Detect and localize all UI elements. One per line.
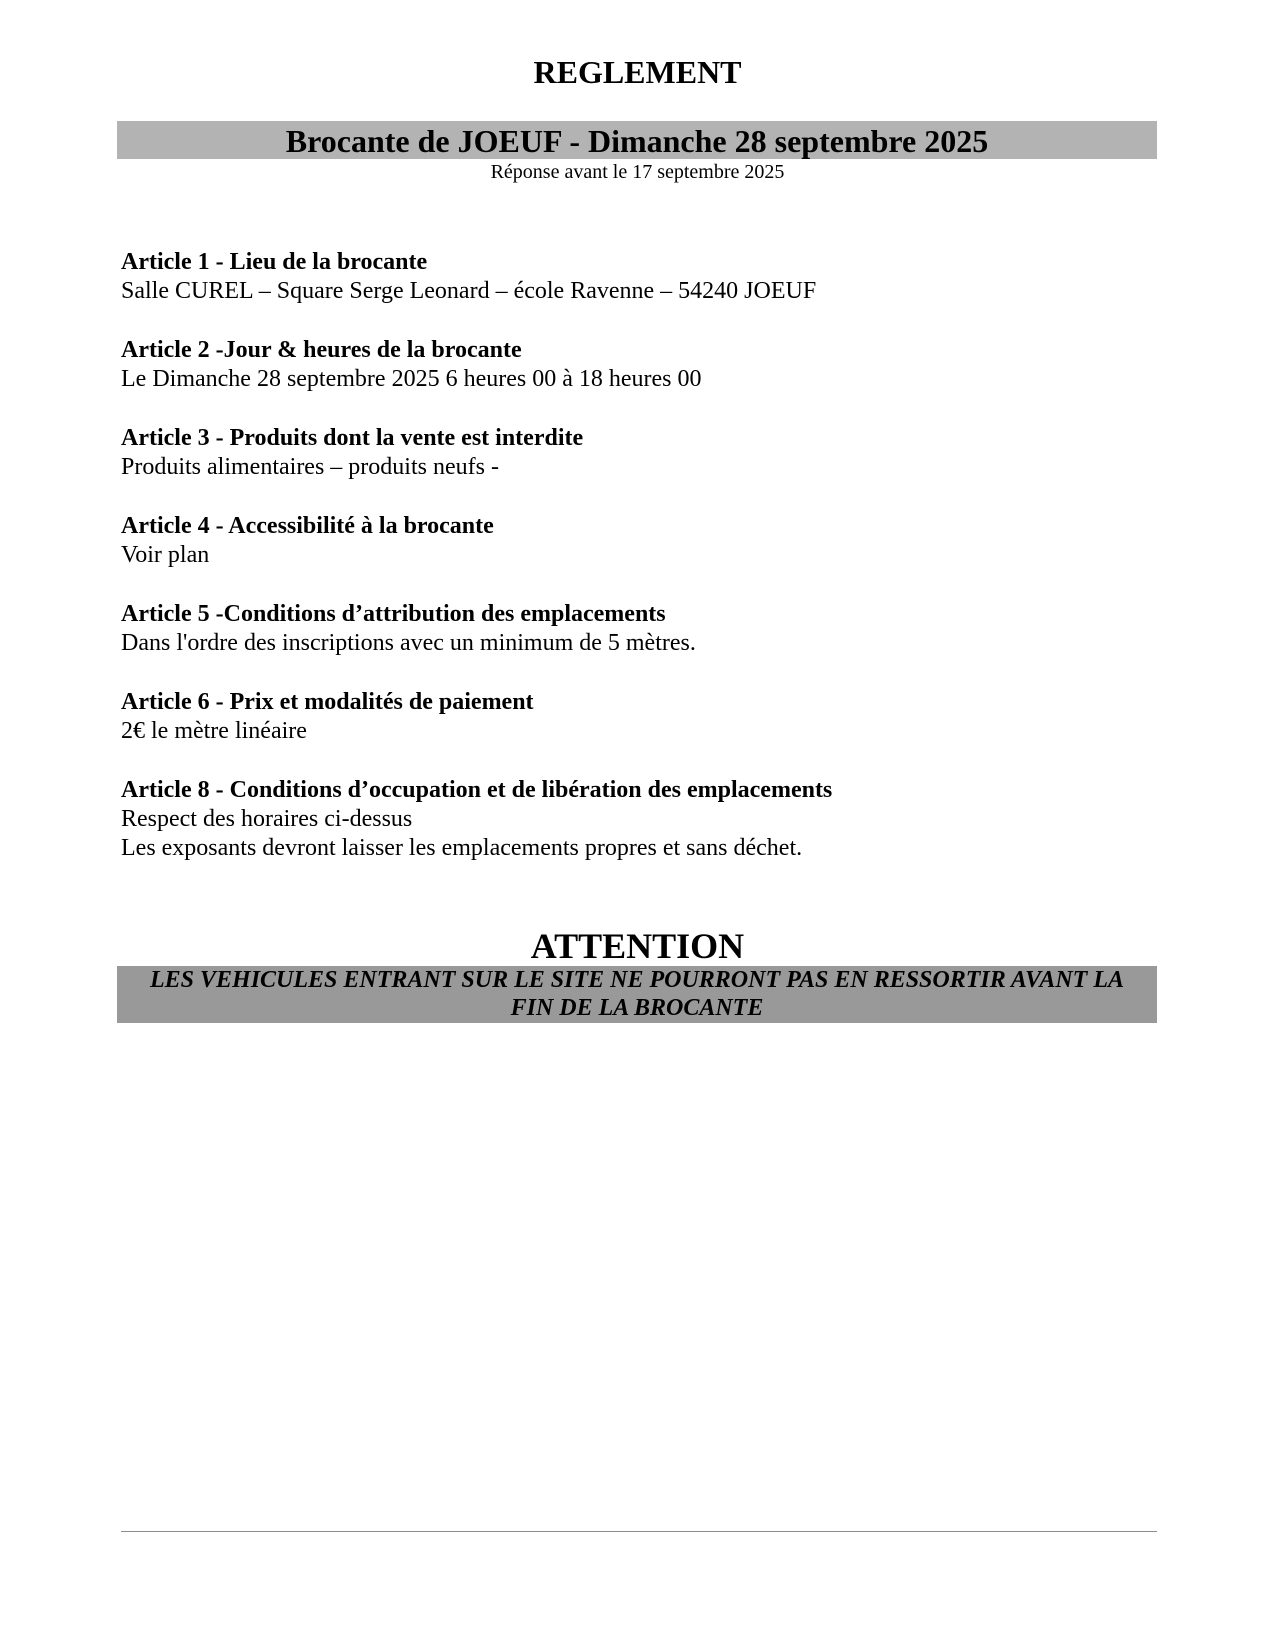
article-text: Les exposants devront laisser les emplacements propres et sans déchet. xyxy=(121,835,803,861)
document-title: REGLEMENT xyxy=(533,54,742,90)
event-banner: Brocante de JOEUF - Dimanche 28 septembre 2025 xyxy=(117,121,1157,159)
footer-divider xyxy=(121,1531,1157,1532)
article-4 xyxy=(121,512,1151,570)
article-title: Article 5 -Conditions d’attribution des emplacements xyxy=(121,601,666,627)
article-title: Article 2 -Jour & heures de la brocante xyxy=(121,337,522,363)
article-text: Voir plan xyxy=(121,542,210,568)
response-deadline: Réponse avant le 17 septembre 2025 xyxy=(490,161,785,183)
article-1 xyxy=(121,248,1151,306)
article-text: Produits alimentaires – produits neufs - xyxy=(121,454,499,480)
article-6 xyxy=(121,688,1151,746)
article-title: Article 6 - Prix et modalités de paiement xyxy=(121,689,534,715)
articles-list xyxy=(121,248,1151,893)
article-text: Respect des horaires ci-dessus xyxy=(121,806,413,832)
article-3 xyxy=(121,424,1151,482)
article-title: Article 4 - Accessibilité à la brocante xyxy=(121,513,494,539)
article-2 xyxy=(121,336,1151,394)
article-title: Article 8 - Conditions d’occupation et de libération des emplacements xyxy=(121,777,833,803)
article-text: Salle CUREL – Square Serge Leonard – école Ravenne – 54240 JOEUF xyxy=(121,278,817,304)
article-text: 2€ le mètre linéaire xyxy=(121,718,307,744)
vehicle-warning-banner xyxy=(117,966,1157,1023)
warning-line: FIN DE LA BROCANTE xyxy=(510,995,764,1021)
article-text: Dans l'ordre des inscriptions avec un minimum de 5 mètres. xyxy=(121,630,696,656)
warning-line: LES VEHICULES ENTRANT SUR LE SITE NE POURRONT PAS EN RESSORTIR AVANT LA xyxy=(150,967,1124,993)
article-8 xyxy=(121,776,1151,863)
article-title: Article 3 - Produits dont la vente est interdite xyxy=(121,425,584,451)
article-5 xyxy=(121,600,1151,658)
article-text: Le Dimanche 28 septembre 2025 6 heures 00 à 18 heures 00 xyxy=(121,366,702,392)
article-title: Article 1 - Lieu de la brocante xyxy=(121,249,428,275)
attention-heading: ATTENTION xyxy=(530,926,745,966)
